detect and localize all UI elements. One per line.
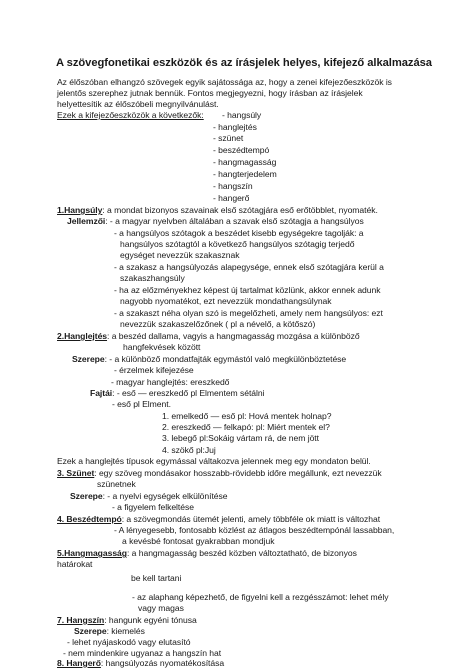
list-item: 2. ereszkedő — felkapó: pl: Miért mentek el? bbox=[162, 422, 330, 432]
section-hangero: 8. Hangerő: hangsúlyozás nyomatékosítása bbox=[57, 658, 225, 668]
text-line: - magyar hanglejtés: ereszkedő bbox=[111, 377, 230, 387]
list-item: - szünet bbox=[213, 133, 244, 143]
jellemzoi-line: Jellemzői: - a magyar nyelvben általában a szavak első szótagja a hangsúlyos bbox=[67, 216, 364, 226]
section-szunet: 3. Szünet: egy szöveg mondásakor hosszabb-rövidebb időre megállunk, ezt nevezzük bbox=[57, 468, 382, 478]
section-heading: 4. Beszédtempó bbox=[57, 514, 122, 524]
section-hangmagassag: 5.Hangmagasság: a hangmagasság beszéd közben változtatható, de bizonyos bbox=[57, 548, 357, 558]
list-item: 3. lebegő pl:Sokáig vártam rá, de nem jött bbox=[162, 433, 319, 443]
section-heading: 2.Hanglejtés bbox=[57, 331, 108, 341]
text-line: egységet nevezzük szakasznak bbox=[120, 250, 240, 260]
fajtai-line: Fajtái: - eső — ereszkedő pl Elmentem sétálni bbox=[90, 388, 265, 398]
section-heading: 3. Szünet bbox=[57, 468, 95, 478]
list-item: - hangerő bbox=[213, 193, 250, 203]
list-item: 1. emelkedő — eső pl: Hová mentek holnap? bbox=[162, 411, 332, 421]
list-item: - hangsúly bbox=[222, 110, 262, 120]
section-hanglejtes: 2.Hanglejtés: a beszéd dallama, vagyis a hangmagasság mozgása a különböző bbox=[57, 331, 360, 341]
text-line: szünetnek bbox=[97, 479, 136, 489]
section-heading: 8. Hangerő bbox=[57, 658, 101, 668]
text-line: - lehet nyájaskodó vagy elutasító bbox=[67, 637, 191, 647]
text-line: - A lényegesebb, fontosabb közlést az átlagos beszédtempónál lassabban, bbox=[114, 525, 395, 535]
document-title: A szövegfonetikai eszközök és az írásjelek helyes, kifejező alkalmazása bbox=[56, 57, 432, 69]
szerepe-line: Szerepe: kiemelés bbox=[74, 626, 145, 636]
szerepe-line: Szerepe: - a különböző mondatfajták egymástól való megkülönböztetése bbox=[72, 354, 347, 364]
text-line: - a szakasz a hangsúlyozás alapegysége, ennek első szótagjára kerül a bbox=[114, 262, 384, 272]
text-line: nagyobb nyomatékot, ezt nevezzük mondathangsúlynak bbox=[120, 296, 332, 306]
szerepe-label: Szerepe bbox=[74, 626, 107, 636]
text-line: - ha az előzményekhez képest új tartalmat közlünk, akkor ennek adunk bbox=[114, 285, 381, 295]
text-line: - érzelmek kifejezése bbox=[114, 365, 194, 375]
text-line: határokat bbox=[57, 559, 93, 569]
list-item: 4. szökő pl:Juj bbox=[162, 445, 216, 455]
section-heading: 5.Hangmagasság bbox=[57, 548, 127, 558]
szerepe-line: Szerepe: - a nyelvi egységek elkülönítése bbox=[70, 491, 228, 501]
text-line: - a hangsúlyos szótagok a beszédet kisebb egységekre tagolják: a bbox=[114, 228, 364, 238]
szerepe-label: Szerepe bbox=[70, 491, 103, 501]
text-line: - a szakaszt néha olyan szó is megelőzheti, amely nem hangsúlyos: ezt bbox=[114, 308, 383, 318]
list-item: - hangmagasság bbox=[213, 157, 277, 167]
szerepe-label: Szerepe bbox=[72, 354, 105, 364]
text-line: nevezzük szakaszelőzőnek ( pl a névelő, a kötőszó) bbox=[120, 319, 316, 329]
section-heading: 1.Hangsúly bbox=[57, 205, 103, 215]
section-hangsuly: 1.Hangsúly: a mondat bizonyos szavainak első szótagjára eső erőtöbblet, nyomaték. bbox=[57, 205, 378, 215]
jellemzoi-label: Jellemzői bbox=[67, 216, 106, 226]
list-item: - beszédtempó bbox=[213, 145, 270, 155]
section-hangszin: 7. Hangszín: hangunk egyéni tónusa bbox=[57, 615, 197, 625]
intro-line-1: Az élőszóban elhangzó szövegek egyik sajátossága az, hogy a zenei kifejezőeszközök is bbox=[57, 77, 392, 87]
text-line: hangsúlyos szótagtól a következő hangsúlyos szótagig terjedő bbox=[120, 239, 355, 249]
section-beszedtempo: 4. Beszédtempó: a szövegmondás ütemét jelenti, amely többféle ok miatt is változhat bbox=[57, 514, 381, 524]
intro-line-3: helyettesítik az élőszóbeli megnyilvánulást. bbox=[57, 99, 219, 109]
text-line: be kell tartani bbox=[131, 573, 182, 583]
list-item: - hangszín bbox=[213, 181, 253, 191]
text-line: vagy magas bbox=[138, 603, 184, 613]
text-line: - a figyelem felkeltése bbox=[112, 502, 194, 512]
text-line: - eső pl Elment. bbox=[112, 399, 171, 409]
intro-line-2: jelentős szerephez jutnak bennük. Fontos megjegyezni, hogy írásban az írásjelek bbox=[57, 88, 363, 98]
text-line: a kevésbé fontosat gyakrabban mondjuk bbox=[122, 536, 275, 546]
list-item: - hanglejtés bbox=[213, 122, 257, 132]
text-line: - nem mindenkire ugyanaz a hangszín hat bbox=[63, 648, 222, 658]
text-line: szakaszhangsúly bbox=[120, 273, 185, 283]
text-line: Ezek a hanglejtés típusok egymással váltakozva jelennek meg egy mondaton belül. bbox=[57, 456, 371, 466]
text-line: - az alaphang képezhető, de figyelni kell a rezgésszámot: lehet mély bbox=[132, 592, 389, 602]
text-line: hangfekvések között bbox=[123, 342, 201, 352]
section-heading: 7. Hangszín bbox=[57, 615, 105, 625]
list-item: - hangterjedelem bbox=[213, 169, 277, 179]
fajtai-label: Fajtái bbox=[90, 388, 113, 398]
list-heading: Ezek a kifejezőeszközök a következők: bbox=[57, 110, 204, 120]
